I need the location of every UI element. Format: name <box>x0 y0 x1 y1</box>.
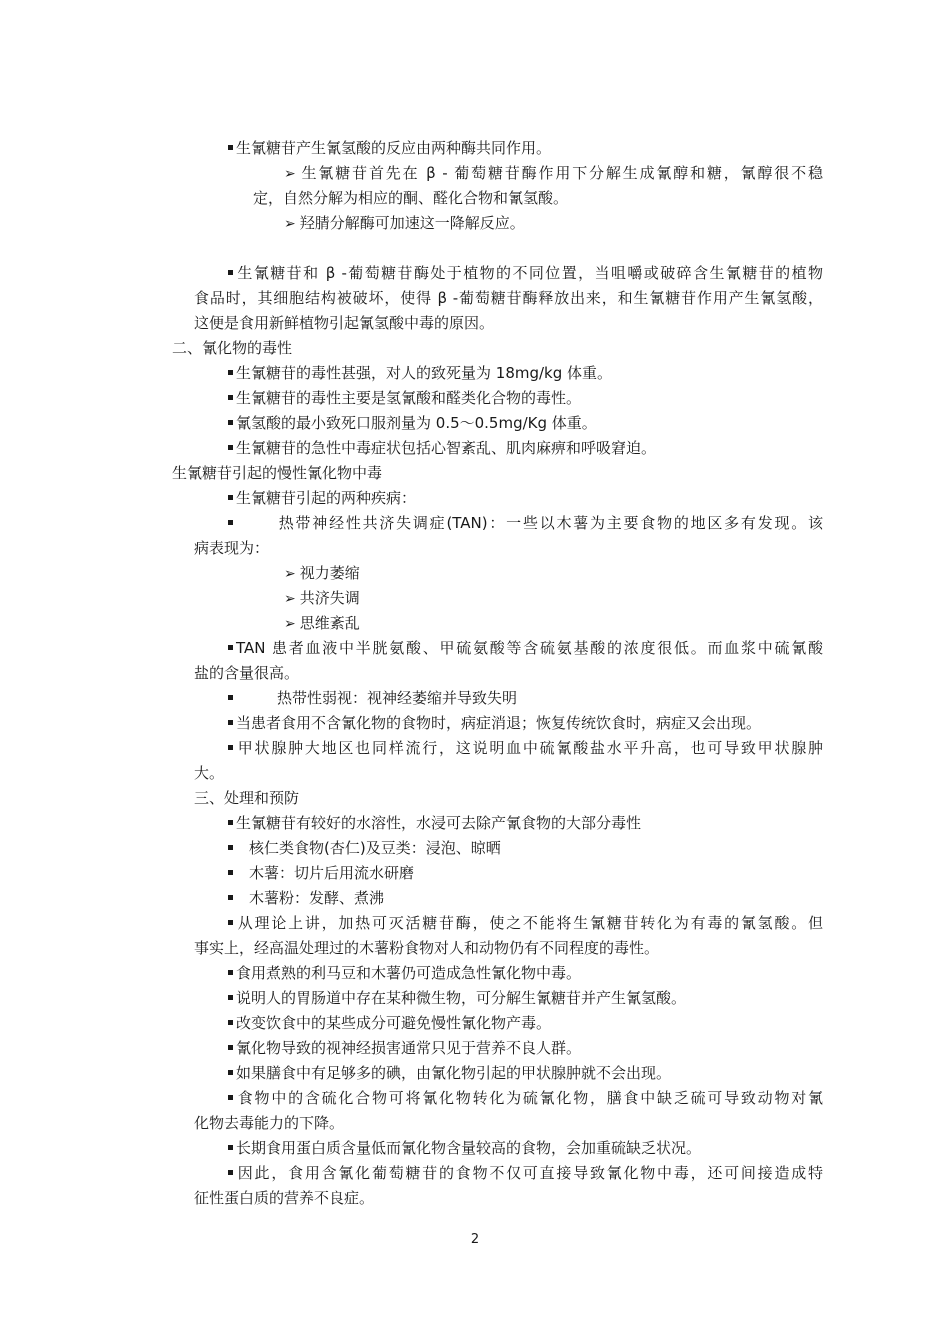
bullet-line: 食物中的含硫化合物可将氰化物转化为硫氰化物，膳食中缺乏硫可导致动物对氰 <box>228 1088 823 1108</box>
bullet-line: 生氰糖苷引起的两种疾病： <box>228 488 416 508</box>
bullet-line: 生氰糖苷和 β -葡萄糖苷酶处于植物的不同位置，当咀嚼或破碎含生氰糖苷的植物 <box>228 263 823 283</box>
arrow-line: ➢ 生氰糖苷首先在 β - 葡萄糖苷酶作用下分解生成氰醇和糖，氰醇很不稳 <box>284 164 823 182</box>
bullet-line: 当患者食用不含氰化物的食物时，病症消退；恢复传统饮食时，病症又会出现。 <box>228 713 761 733</box>
square-bullet-icon <box>228 445 233 450</box>
bullet-line: 因此，食用含氰化葡萄糖苷的食物不仅可直接导致氰化物中毒，还可间接造成特 <box>228 1163 823 1183</box>
square-bullet-icon <box>228 695 233 700</box>
square-bullet-icon <box>228 1170 233 1175</box>
text-line: 这便是食用新鲜植物引起氰氢酸中毒的原因。 <box>194 314 495 332</box>
arrow-bullet-icon: ➢ <box>284 616 296 632</box>
arrow-line: ➢ 视力萎缩 <box>284 564 360 582</box>
bullet-line: 热带性弱视：视神经萎缩并导致失明 <box>228 688 517 708</box>
bullet-line: TAN 患者血液中半胱氨酸、甲硫氨酸等含硫氨基酸的浓度很低。而血浆中硫氰酸 <box>228 638 823 658</box>
square-bullet-icon <box>228 1070 233 1075</box>
bullet-line: 生氰糖苷有较好的水溶性，水浸可去除产氰食物的大部分毒性 <box>228 813 641 833</box>
square-bullet-icon <box>228 820 233 825</box>
bullet-line: 说明人的胃肠道中存在某种微生物，可分解生氰糖苷并产生氰氢酸。 <box>228 988 686 1008</box>
square-bullet-icon <box>228 420 233 425</box>
bullet-line: 氰化物导致的视神经损害通常只见于营养不良人群。 <box>228 1038 581 1058</box>
square-bullet-icon <box>228 1020 233 1025</box>
square-bullet-icon <box>228 645 233 650</box>
square-bullet-icon <box>228 520 233 525</box>
square-bullet-icon <box>228 920 233 925</box>
bullet-line: 生氰糖苷产生氰氢酸的反应由两种酶共同作用。 <box>228 138 551 158</box>
bullet-line: 生氰糖苷的毒性主要是氢氰酸和醛类化合物的毒性。 <box>228 388 581 408</box>
text-line: 事实上，经高温处理过的木薯粉食物对人和动物仍有不同程度的毒性。 <box>194 939 660 957</box>
text-line: 盐的含量很高。 <box>194 664 300 682</box>
bullet-line: 核仁类食物(杏仁)及豆类：浸泡、晾晒 <box>228 838 501 858</box>
bullet-line: 氰氢酸的最小致死口服剂量为 0.5～0.5mg/Kg 体重。 <box>228 413 597 433</box>
text-line: 食品时，其细胞结构被破坏，使得 β -葡萄糖苷酶释放出来，和生氰糖苷作用产生氰氢酸， <box>194 289 823 307</box>
arrow-line: ➢ 共济失调 <box>284 589 360 607</box>
square-bullet-icon <box>228 845 233 850</box>
text-line: 征性蛋白质的营养不良症。 <box>194 1189 375 1207</box>
text-line: 病表现为： <box>194 539 270 557</box>
text-line: 定，自然分解为相应的酮、醛化合物和氰氢酸。 <box>253 189 569 207</box>
square-bullet-icon <box>228 145 233 150</box>
bullet-line: 生氰糖苷的毒性甚强，对人的致死量为 18mg/kg 体重。 <box>228 363 612 383</box>
square-bullet-icon <box>228 395 233 400</box>
arrow-line: ➢ 思维紊乱 <box>284 614 360 632</box>
arrow-bullet-icon: ➢ <box>284 166 296 182</box>
bullet-line: 如果膳食中有足够多的碘，由氰化物引起的甲状腺肿就不会出现。 <box>228 1063 671 1083</box>
square-bullet-icon <box>228 870 233 875</box>
square-bullet-icon <box>228 970 233 975</box>
text-line: 大。 <box>194 764 225 782</box>
section-heading: 三、处理和预防 <box>194 789 300 807</box>
square-bullet-icon <box>228 720 233 725</box>
square-bullet-icon <box>228 270 233 275</box>
bullet-line: 食用煮熟的利马豆和木薯仍可造成急性氰化物中毒。 <box>228 963 581 983</box>
section-heading: 生氰糖苷引起的慢性氰化物中毒 <box>172 464 383 482</box>
bullet-line: 从理论上讲，加热可灭活糖苷酶，使之不能将生氰糖苷转化为有毒的氰氢酸。但 <box>228 913 823 933</box>
bullet-line: 甲状腺肿大地区也同样流行，这说明血中硫氰酸盐水平升高，也可导致甲状腺肿 <box>228 738 823 758</box>
arrow-line: ➢ 羟腈分解酶可加速这一降解反应。 <box>284 214 525 232</box>
section-heading: 二、氰化物的毒性 <box>172 339 293 357</box>
bullet-line: 热带神经性共济失调症(TAN)：一些以木薯为主要食物的地区多有发现。该 <box>228 513 823 533</box>
page-number: 2 <box>470 1232 480 1247</box>
arrow-bullet-icon: ➢ <box>284 216 296 232</box>
text-line: 化物去毒能力的下降。 <box>194 1114 345 1132</box>
square-bullet-icon <box>228 995 233 1000</box>
bullet-line: 木薯：切片后用流水研磨 <box>228 863 414 883</box>
bullet-line: 生氰糖苷的急性中毒症状包括心智紊乱、肌肉麻痹和呼吸窘迫。 <box>228 438 656 458</box>
bullet-line: 改变饮食中的某些成分可避免慢性氰化物产毒。 <box>228 1013 551 1033</box>
square-bullet-icon <box>228 745 233 750</box>
bullet-line: 长期食用蛋白质含量低而氰化物含量较高的食物，会加重硫缺乏状况。 <box>228 1138 701 1158</box>
square-bullet-icon <box>228 1045 233 1050</box>
arrow-bullet-icon: ➢ <box>284 566 296 582</box>
square-bullet-icon <box>228 1095 233 1100</box>
square-bullet-icon <box>228 495 233 500</box>
square-bullet-icon <box>228 895 233 900</box>
arrow-bullet-icon: ➢ <box>284 591 296 607</box>
square-bullet-icon <box>228 1145 233 1150</box>
square-bullet-icon <box>228 370 233 375</box>
bullet-line: 木薯粉：发酵、煮沸 <box>228 888 384 908</box>
